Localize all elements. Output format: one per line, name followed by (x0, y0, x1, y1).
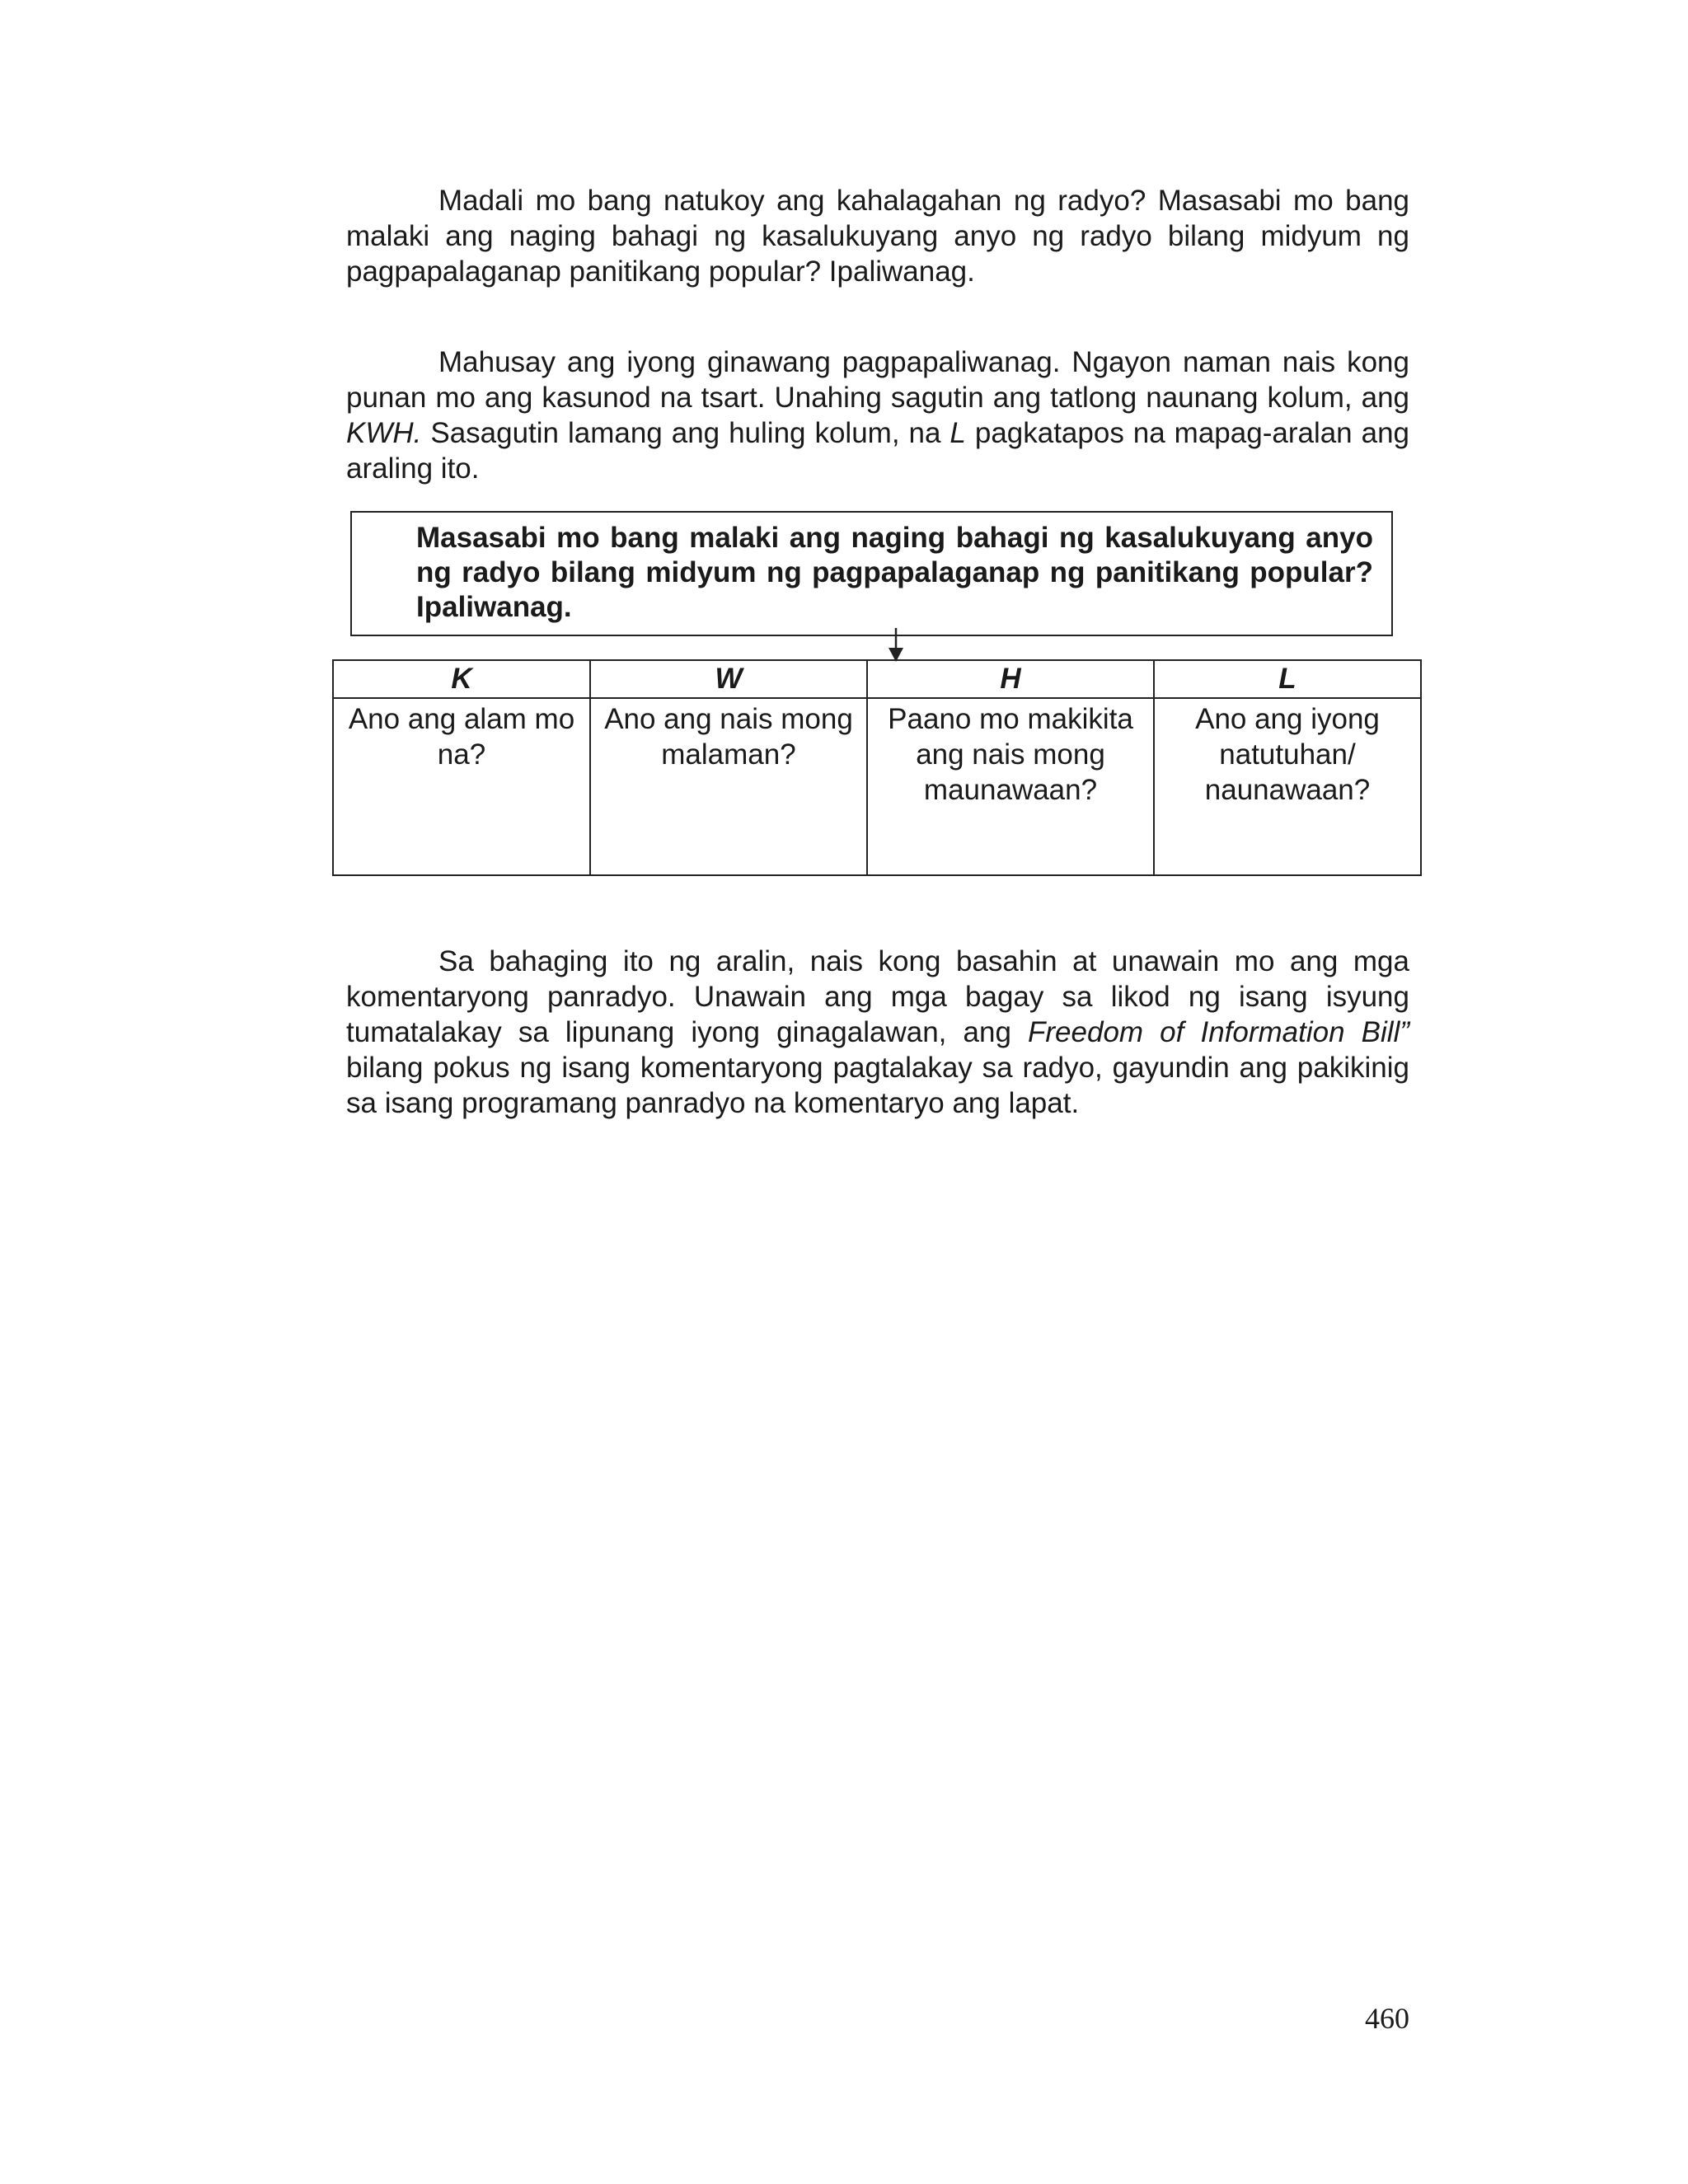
table-header-k: K (333, 660, 590, 698)
table-header-h: H (867, 660, 1154, 698)
paragraph-instructions (346, 344, 1409, 486)
commentary-foi-bill: Freedom of Information Bill” (1028, 1016, 1409, 1048)
question-text: Masasabi mo bang malaki ang naging bahagi ng kasalukuyang anyo ng radyo bilang midyum ng pagpapalaganap ng panitikang popular? Ipaliwanag. (416, 522, 1373, 623)
table-cell-h: Paano mo makikita ang nais mong maunawaan? (867, 698, 1154, 875)
commentary-text-a: Sa bahaging ito ng aralin, nais kong basahin at unawain mo ang mga komentaryong panradyo. Unawain ang mga bagay sa likod ng isang isyung tumatalakay sa lipunang iyong ginagalawan, ang (346, 945, 1409, 1048)
paragraph-commentary (346, 944, 1409, 1121)
down-arrow-icon (884, 628, 908, 663)
instructions-kwh: KWH. (346, 417, 422, 449)
instructions-l: L (950, 417, 966, 449)
question-box (350, 511, 1393, 636)
kwhl-table (332, 659, 1422, 876)
page-number: 460 (1365, 2002, 1409, 2035)
paragraph-intro (346, 183, 1409, 289)
table-cell-k: Ano ang alam mo na? (333, 698, 590, 875)
instructions-text-c: pagkatapos na mapag-aralan ang araling ito. (346, 417, 1410, 485)
commentary-text-b: bilang pokus ng isang komentaryong pagtalakay sa radyo, gayundin ang pakikinig sa isang programang panradyo na komentaryo ang lapat. (346, 1052, 1409, 1119)
table-cell-w: Ano ang nais mong malaman? (590, 698, 867, 875)
table-cell-l: Ano ang iyong natutuhan/ naunawaan? (1154, 698, 1421, 875)
table-header-w: W (590, 660, 867, 698)
instructions-text-b: Sasagutin lamang ang huling kolum, na (421, 417, 950, 449)
table-header-l: L (1154, 660, 1421, 698)
paragraph-intro-text: Madali mo bang natukoy ang kahalagahan ng radyo? Masasabi mo bang malaki ang naging bahagi ng kasalukuyang anyo ng radyo bilang midyum ng pagpapalaganap panitikang popular? Ipaliwanag. (346, 185, 1409, 288)
table-header-row (333, 660, 1421, 698)
instructions-text-a: Mahusay ang iyong ginawang pagpapaliwanag. Ngayon naman nais kong punan mo ang kasunod na tsart. Unahing sagutin ang tatlong naunang kolum, ang (346, 346, 1409, 414)
table-row (333, 698, 1421, 875)
